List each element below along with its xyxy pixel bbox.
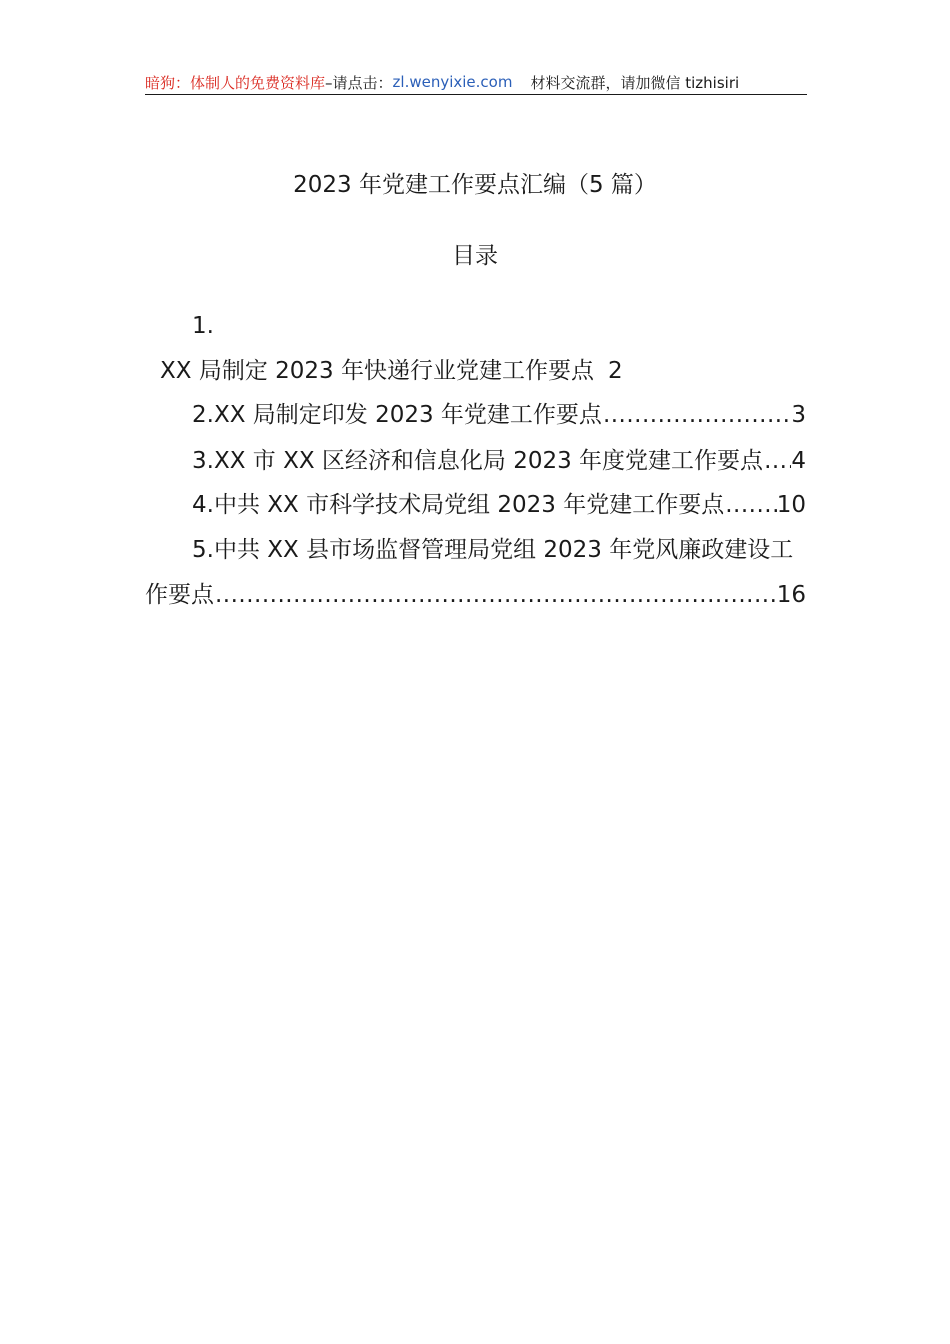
document-title: 2023 年党建工作要点汇编（5 篇） bbox=[293, 172, 657, 198]
toc-item-2-text: 2.XX 局制定印发 2023 年党建工作要点 bbox=[192, 402, 602, 428]
toc-item-5-page: 16 bbox=[776, 582, 806, 608]
toc-item-4-text: 4.中共 XX 市科学技术局党组 2023 年党建工作要点 bbox=[192, 492, 725, 518]
toc-item-1-text: XX 局制定 2023 年快递行业党建工作要点 bbox=[160, 358, 594, 384]
toc-item-2[interactable] bbox=[192, 400, 806, 430]
toc-item-5-text: 作要点 bbox=[145, 582, 214, 608]
header-link[interactable]: zl.wenyixie.com bbox=[392, 73, 513, 91]
toc-item-2-page: 3 bbox=[791, 402, 806, 428]
toc-item-4-leader bbox=[724, 490, 776, 520]
header-divider bbox=[145, 94, 807, 95]
toc-item-1-number: 1. bbox=[192, 313, 214, 339]
header-contact: 材料交流群，请加微信 tizhisiri bbox=[530, 73, 740, 92]
page-header bbox=[145, 70, 807, 94]
header-prompt: –请点击： bbox=[325, 73, 393, 92]
toc-item-5-leader bbox=[214, 580, 777, 610]
toc-item-1-page: 2 bbox=[607, 358, 623, 384]
toc-item-3-leader bbox=[763, 446, 791, 476]
toc-item-4[interactable] bbox=[192, 490, 806, 520]
toc-item-4-page: 10 bbox=[776, 492, 806, 518]
toc-item-3-text: 3.XX 市 XX 区经济和信息化局 2023 年度党建工作要点 bbox=[192, 448, 764, 474]
toc-heading: 目录 bbox=[452, 243, 498, 269]
toc-item-1[interactable] bbox=[160, 356, 623, 386]
toc-item-3-page: 4 bbox=[791, 448, 806, 474]
toc-item-5[interactable] bbox=[145, 580, 806, 610]
toc-item-3[interactable] bbox=[192, 446, 806, 476]
toc-item-5-line1[interactable]: 5.中共 XX 县市场监督管理局党组 2023 年党风廉政建设工 bbox=[192, 537, 794, 563]
toc-item-2-leader bbox=[602, 400, 791, 430]
header-brand: 暗狗：体制人的免费资料库 bbox=[145, 73, 326, 92]
